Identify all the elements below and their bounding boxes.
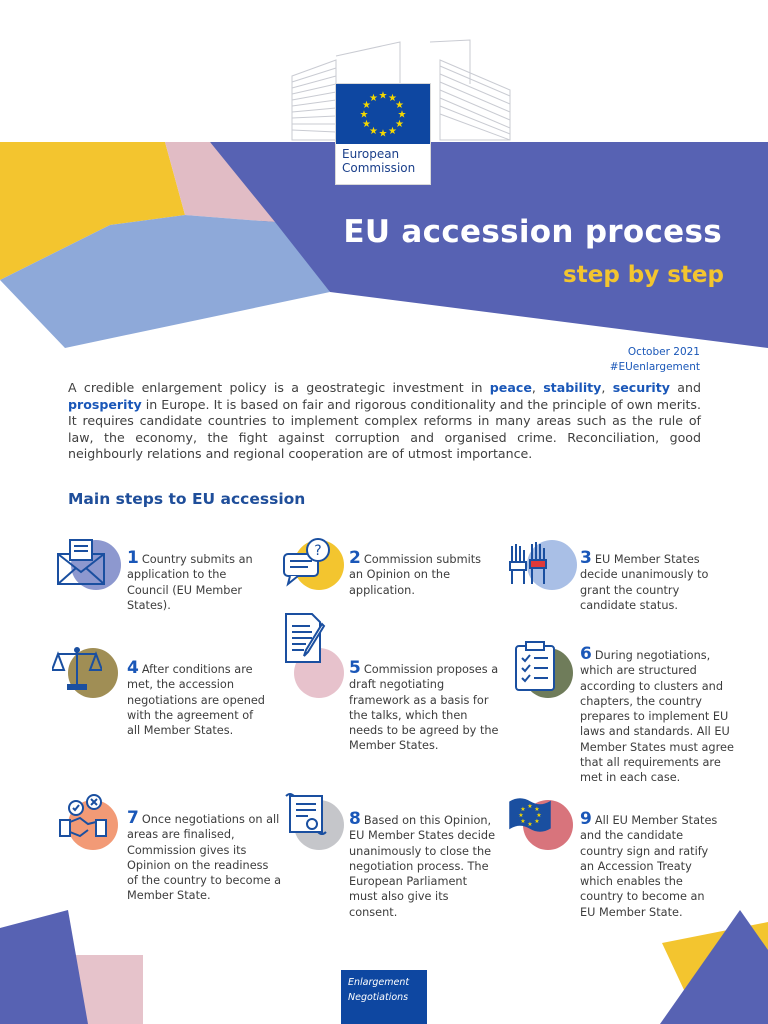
logo-text bbox=[342, 147, 415, 175]
step-text: During negotiations, which are structured according to clusters and chapters, the country prepares to implement EU laws and standards. All EU Member States must agree that all requirements are met in each case. bbox=[580, 649, 734, 785]
step-description bbox=[127, 808, 282, 904]
eu-flag-emblem bbox=[336, 84, 430, 144]
eu-star-icon: ★ bbox=[362, 100, 372, 111]
eu-star-icon: ★ bbox=[359, 109, 369, 121]
eu-star-icon: ★ bbox=[388, 93, 397, 105]
svg-text:?: ? bbox=[314, 543, 322, 559]
footer-line2: Negotiations bbox=[348, 992, 409, 1003]
step-text: Commission proposes a draft negotiating framework as a basis for the talks, which then needs to be agreed by the Member States. bbox=[349, 663, 499, 753]
eu-star-icon: ★ bbox=[378, 128, 388, 140]
step-number: 3 bbox=[580, 548, 592, 568]
intro-paragraph bbox=[68, 380, 701, 463]
svg-text:★: ★ bbox=[527, 821, 533, 828]
handshake-icon bbox=[58, 792, 108, 844]
intro-text-end: in Europe. It is based on fair and rigorous conditionality and the principle of own merits. It requires candidate countries to implement complex reforms in many areas such as the rule of law, the economy, the fight against corruption and organised crime. Reconciliation, good neighbourly relations and regional cooperation are of utmost importance. bbox=[68, 396, 701, 461]
step-number: 5 bbox=[349, 658, 361, 678]
footer-line1: Enlargement bbox=[348, 977, 410, 988]
step-description bbox=[580, 644, 735, 786]
intro-text-start: A credible enlargement policy is a geostrategic investment in bbox=[68, 380, 490, 395]
step-number: 8 bbox=[349, 809, 361, 829]
publication-date: October 2021 bbox=[627, 346, 700, 358]
step-number: 6 bbox=[580, 644, 592, 664]
svg-text:★: ★ bbox=[520, 818, 526, 825]
intro-separator: , bbox=[601, 380, 613, 395]
intro-separator: and bbox=[669, 380, 701, 395]
logo-text-line1: European bbox=[342, 147, 400, 161]
eu-star-icon: ★ bbox=[362, 119, 372, 130]
document-pen-icon bbox=[282, 612, 332, 664]
envelope-icon bbox=[56, 536, 106, 588]
page-title: EU accession process bbox=[343, 214, 722, 250]
step-text: Once negotiations on all areas are finalised, Commission gives its Opinion on the readiness of the country to become a Member State. bbox=[127, 813, 282, 903]
eu-star-icon: ★ bbox=[388, 125, 397, 137]
step-number: 1 bbox=[127, 548, 139, 568]
eu-star-icon: ★ bbox=[378, 90, 388, 102]
publication-info bbox=[610, 345, 700, 375]
logo-text-line2: Commission bbox=[342, 161, 416, 175]
scales-icon bbox=[52, 644, 102, 696]
step-text: Commission submits an Opinion on the application. bbox=[349, 553, 482, 597]
step-text: All EU Member States and the candidate country sign and ratify an Accession Treaty which enables the country to become an EU Member State. bbox=[580, 814, 718, 919]
eu-star-icon: ★ bbox=[369, 125, 378, 137]
step-number: 7 bbox=[127, 808, 139, 828]
speech-bubbles-icon bbox=[282, 536, 332, 588]
eu-star-icon: ★ bbox=[394, 119, 404, 130]
step-description bbox=[127, 548, 267, 613]
eu-star-icon: ★ bbox=[394, 100, 404, 111]
step-number: 2 bbox=[349, 548, 361, 568]
step-text: EU Member States decide unanimously to grant the country candidate status. bbox=[580, 553, 709, 612]
eu-star-icon: ★ bbox=[369, 93, 378, 105]
step-description bbox=[349, 548, 489, 598]
svg-text:★: ★ bbox=[534, 818, 540, 825]
clipboard-checklist-icon bbox=[512, 640, 562, 692]
svg-text:★: ★ bbox=[527, 803, 533, 810]
svg-text:★: ★ bbox=[534, 806, 540, 813]
section-title: Main steps to EU accession bbox=[68, 490, 306, 508]
step-number: 9 bbox=[580, 809, 592, 829]
step-number: 4 bbox=[127, 658, 139, 678]
european-commission-logo[interactable] bbox=[336, 84, 430, 184]
raised-hands-icon bbox=[506, 536, 556, 588]
hashtag-link[interactable]: #EUenlargement bbox=[609, 361, 700, 373]
step-description bbox=[127, 658, 267, 738]
step-description bbox=[580, 548, 710, 613]
svg-text:★: ★ bbox=[520, 806, 526, 813]
step-text: Based on this Opinion, EU Member States decide unanimously to close the negotiation process. The European Parliament must also give its consent. bbox=[349, 814, 496, 919]
footer-text bbox=[348, 975, 409, 1005]
intro-separator: , bbox=[531, 380, 544, 395]
step-text: After conditions are met, the accession negotiations are opened with the agreement of all Member States. bbox=[127, 663, 265, 738]
svg-text:★: ★ bbox=[518, 812, 524, 819]
keyword-prosperity: prosperity bbox=[68, 396, 142, 412]
certificate-icon bbox=[282, 792, 332, 844]
page-subtitle: step by step bbox=[563, 262, 724, 288]
step-description bbox=[349, 658, 499, 754]
eu-star-icon: ★ bbox=[397, 109, 407, 121]
keyword-stability: stability bbox=[543, 380, 602, 395]
footer-label-box bbox=[341, 970, 427, 1024]
keyword-peace: peace bbox=[489, 380, 532, 395]
bottom-left-purple bbox=[0, 910, 88, 1024]
step-description bbox=[349, 809, 499, 920]
svg-text:★: ★ bbox=[536, 812, 542, 819]
eu-flag-icon bbox=[508, 794, 558, 846]
step-description bbox=[580, 809, 720, 920]
keyword-security: security bbox=[612, 380, 670, 395]
step-text: Country submits an application to the Council (EU Member States). bbox=[127, 553, 253, 612]
